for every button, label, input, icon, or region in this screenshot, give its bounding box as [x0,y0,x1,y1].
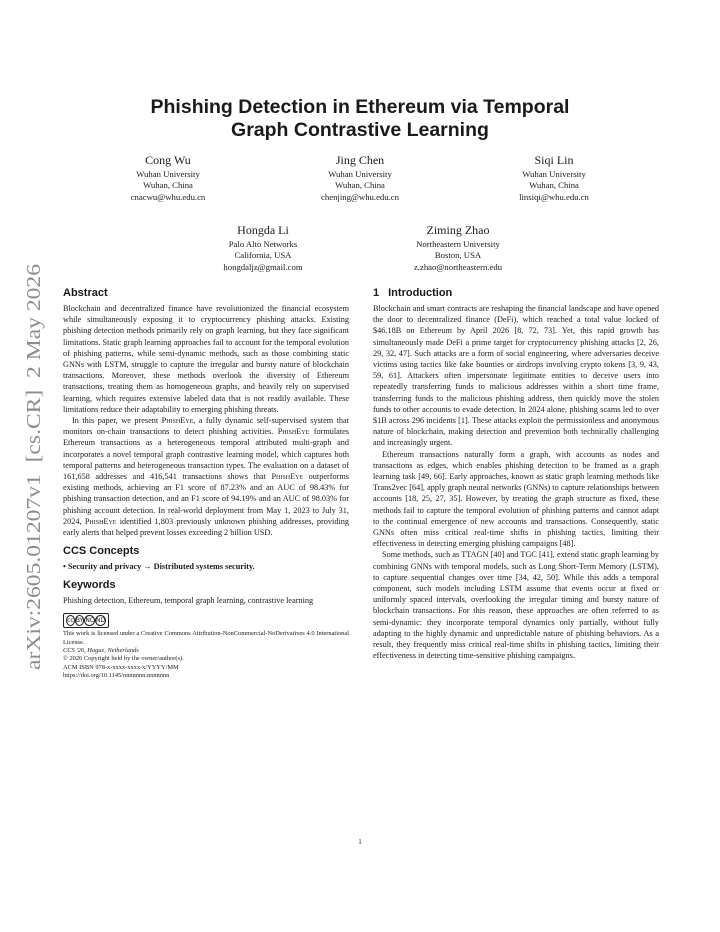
author-affiliation: Wuhan University [136,169,200,179]
doi-link[interactable]: https://doi.org/10.1145/nnnnnnn.nnnnnnn [63,671,170,679]
abstract-heading: Abstract [63,287,108,299]
author-location: Boston, USA [434,250,482,261]
text-run: outperforms existing methods, achieving an F1 score of 87.23% and an AUC of 98.43% for phishing transaction detection, and an F1 score of 94.19% and an AUC of 98.03% for phishing account detection. In real-world deployment from May 1, 2023 to July 31, 2024, [63,472,349,526]
author-name: Cong Wu [145,153,191,167]
author-name: Hongda Li [237,223,289,237]
system-name: PhishEye [271,472,304,482]
nd-icon: ND [96,617,106,625]
cc-license-badge[interactable] [63,613,109,628]
author-block [100,152,236,203]
author-name: Siqi Lin [534,153,574,167]
author-block [193,222,333,273]
author-location: Wuhan, China [529,180,579,191]
author-location: California, USA [234,250,292,261]
author-name: Jing Chen [335,153,385,167]
section-number: 1 [373,287,380,299]
text-run: In this paper, we present [72,416,162,426]
keywords-heading: Keywords [63,579,116,592]
intro-paragraph-2: Ethereum transactions naturally form a graph, with accounts as nodes and transactions as edges, which enables phishing detection to be framed as a graph learning task [49, 66]. Early approaches, known as static graph learning methods like Trans2vec [64], apply graph neural networks (GNNs) to capture relationships between accounts [18, 25, 27, 35]. However, by treating the graph structure as fixed, these methods fail to capture the temporal evolution of phishing patterns and cannot adapt to the continual emergence of new accounts and transactions. Consequently, static GNNs often miss critical real-time shifts in phishing tactics, limiting their effectiveness in detecting emerging phishing campaigns [48]. [373,449,659,549]
author-location: Wuhan, China [335,180,385,191]
system-name: PhishEye [84,516,117,526]
ccs-heading: CCS Concepts [63,545,140,558]
page-number: 1 [358,838,362,846]
copyright-text: © 2026 Copyright held by the owner/author(s). [63,655,184,663]
author-block [380,222,536,273]
license-text: This work is licensed under a Creative Commons Attribution-NonCommercial-NoDerivatives 4.0 International License. [63,630,349,646]
paper-title [90,96,630,142]
right-column [373,287,659,662]
license-block [63,613,349,680]
intro-paragraph-3: Some methods, such as TTAGN [40] and TGC [41], extend static graph learning by combining GNNs with temporal models, such as Long Short-Term Memory (LSTM), to capture sequential changes over time [34, 42, 50]. While this adds a temporal component, such models including LSTM assume that events occur at fixed or uniformly spaced intervals, overlooking the irregular timing and bursty nature of blockchain transactions. For this reason, these approaches are often referred to as semi-dynamic: they incorporate temporal dynamics only partially, without fully adapting to the highly dynamic and unpredictable nature of phishing behaviors. As a result, they frequently miss critical real-time shifts in phishing tactics, limiting their effectiveness in detecting time-sensitive phishing campaigns. [373,550,659,661]
venue-italic: CCS '26, Hague, Netherlands [63,647,139,655]
author-name: Ziming Zhao [426,223,490,237]
author-affiliation: Palo Alto Networks [228,239,298,249]
cc-icon: cc [67,617,74,625]
text-run: formulates Ethereum transactions as a heterogeneous temporal attributed multi-graph and incorporates a novel temporal graph contrastive learning model, which captures both temporal patterns and heterogeneous transaction types. The evaluation on a dataset of 161,658 addresses and 416,541 transactions shows that [63,427,349,482]
introduction-heading [373,287,659,300]
intro-paragraph-1: Blockchain and smart contracts are reshaping the financial landscape and have opened the door to decentralized finance (DeFi), which reached a total value locked of $46.18B on Ethereum by April 2026 [8, 72, 73]. Yet, this rapid growth has simultaneously made DeFi a prime target for cryptocurrency phishing attacks [2, 26, 29, 32, 47]. Such attacks are a form of social engineering, where adversaries deceive victims using tactics like fake bounties or airdrops involving crypto tokens [3, 9, 43, 59, 61]. Attackers often impersonate legitimate entities to deceive users into repeatedly transferring funds to malicious addresses within a short time frame, transferring funds to the malicious phishing address, then quickly move the stolen funds to other accounts to evade detection. In 2024 alone, phishing scams led to over $1B across 296 incidents [1]. These attacks exploit the permissionless and anonymous nature of blockchain, making detection and prevention both technically challenging and increasingly urgent. [373,304,659,448]
nc-icon: NC [85,617,94,625]
author-email[interactable]: z.zhao@northeastern.edu [413,261,503,272]
text-run: , a fully dynamic self-supervised system that monitors on-chain transactions to detect phishing activities. [63,416,349,437]
ccs-concept-item: • Security and privacy → Distributed systems security. [63,562,255,572]
author-email[interactable]: linsiqi@whu.edu.cn [519,191,589,202]
author-affiliation: Northeastern University [416,239,500,249]
author-block [486,152,622,203]
arxiv-stamp [20,262,46,672]
arxiv-stamp-text: arXiv:2605.01207v1 [cs.CR] 2 May 2026 [24,334,45,670]
abstract-paragraph-1: Blockchain and decentralized finance have revolutionized the financial ecosystem while simultaneously exposing it to cryptocurrency phishing attacks. Existing phishing detection methods primarily rely on graph learning, but they face significant limitations. Static graph learning approaches fail to account for the temporal evolution of phishing patterns, while semi-dynamic methods, such as those combining static GNNs with LSTM, struggle to capture the irregular and bursty nature of blockchain transactions. Moreover, these methods overlook the diversity of Ethereum transactions, treating them as homogeneous graphs, and heavily rely on supervised learning, which requires extensive labeled data that is not readily available. These limitations reduce their adaptability to emerging phishing threats. [63,304,349,414]
title-line-2: Graph Contrastive Learning [231,119,489,141]
section-title: Introduction [388,287,453,299]
abstract-paragraph-2 [63,415,349,538]
author-block [290,152,430,203]
title-line-1: Phishing Detection in Ethereum via Temporal [150,96,570,118]
author-email[interactable]: hongdaljz@gmail.com [223,261,303,272]
venue-text [63,647,349,655]
by-icon: BY [75,617,84,625]
system-name: PhishEye [161,416,194,426]
text-run: identified 1,803 previously unknown phishing addresses, providing early alerts that helped prevent losses exceeding 2 billion USD. [63,516,349,538]
author-location: Wuhan, China [143,180,193,191]
author-email[interactable]: chenjing@whu.edu.cn [321,191,399,202]
keywords-text: Phishing detection, Ethereum, temporal graph learning, contrastive learning [63,596,314,606]
author-email[interactable]: cnacwu@whu.edu.cn [130,191,206,202]
author-affiliation: Wuhan University [522,169,586,179]
author-affiliation: Wuhan University [328,169,392,179]
system-name: PhishEye [277,427,310,437]
left-column [63,287,349,680]
isbn-text: ACM ISBN 978-x-xxxx-xxxx-x/YYYY/MM [63,663,179,671]
